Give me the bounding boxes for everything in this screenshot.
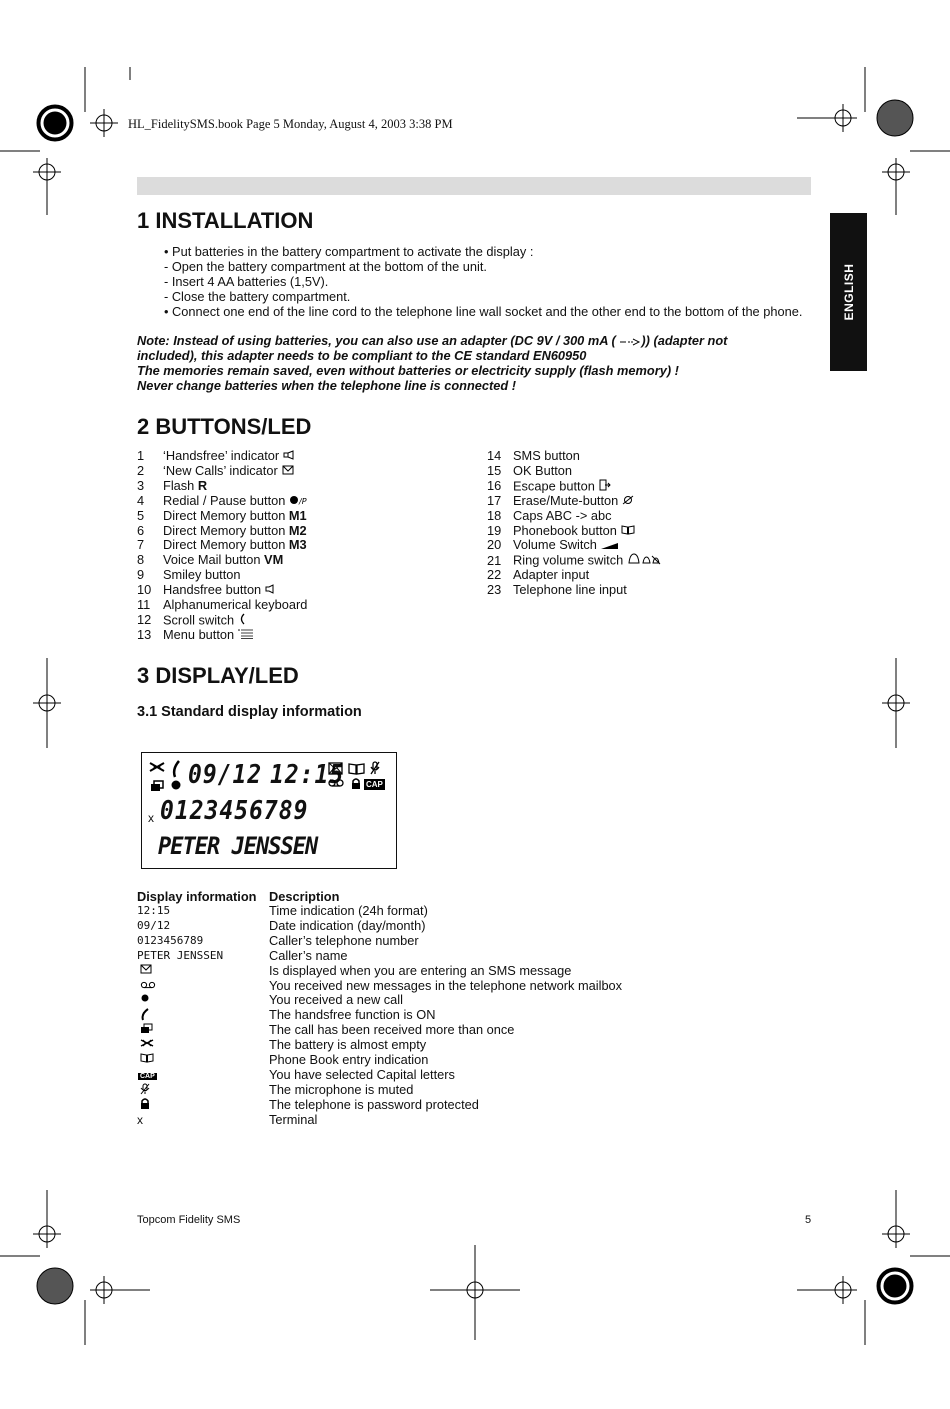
button-key: M2 [288,522,307,538]
button-key: M3 [288,537,307,553]
button-number: 6 [137,522,145,538]
repeat-call-icon [140,1023,153,1039]
display-row [0,993,950,1008]
display-symbol [137,919,257,934]
button-item-4 [137,494,311,509]
lock-icon [351,778,361,790]
button-number: 3 [137,477,145,493]
note-line-2: included), this adapter needs to be compliant to the CE standard EN60950 [137,348,587,363]
button-number: 23 [487,582,502,598]
display-description: The battery is almost empty [269,1037,427,1053]
button-label: Volume Switch [513,537,597,553]
button-label: ‘Handsfree’ indicator [163,448,280,463]
scroll-icon [238,613,246,629]
note-block [137,333,727,393]
button-item-1 [137,449,297,464]
button-item-5 [137,509,307,524]
display-symbol [137,949,257,964]
svg-text:/P: /P [299,496,307,505]
display-symbol [137,904,257,919]
display-row [0,1023,950,1038]
display-row [0,1038,950,1053]
button-number: 5 [137,507,145,523]
button-item-8 [137,553,283,568]
button-item-13 [137,628,254,643]
display-row [0,919,950,934]
display-description: Terminal [269,1111,318,1127]
button-number: 8 [137,552,145,568]
lcd-display [141,752,397,869]
button-label: Alphanumerical keyboard [163,597,308,612]
display-symbol [137,934,257,949]
button-item-3 [137,479,207,494]
button-label: Menu button [163,626,235,642]
section-installation-title: 1 INSTALLATION [137,208,314,233]
button-number: 14 [487,448,502,463]
button-item-15 [487,464,572,479]
button-label: Ring volume switch [513,552,624,568]
button-number: 10 [137,582,152,598]
display-row [0,1068,950,1083]
button-label: Smiley button [163,567,241,583]
display-row [0,904,950,919]
display-symbol [137,1023,257,1039]
voicemail-icon [140,979,156,994]
button-key: R [197,477,208,493]
button-number: 15 [487,462,502,478]
display-description: You received a new call [269,992,403,1008]
lcd-number: 0123456789 [160,797,309,826]
display-row [0,979,950,994]
note-line-1a: Note: Instead of using batteries, you can also use an adapter (DC 9V / 300 mA ( [137,333,616,348]
display-symbol [137,964,257,979]
voicemail-icon [328,779,344,789]
footer-title: Topcom Fidelity SMS [137,1214,241,1226]
display-symbol [137,1038,257,1053]
button-item-20 [487,538,619,553]
install-line-4: - Close the battery compartment. [164,289,351,304]
display-row [0,949,950,964]
display-symbol [137,1113,257,1129]
lcd-time: 12:15 [270,761,345,790]
book-icon [621,524,635,539]
volume-icon [601,539,619,554]
display-symbol [137,1068,257,1083]
header-bar [137,177,811,195]
install-line-2: - Open the battery compartment at the bottom of the unit. [164,259,487,274]
button-item-18 [487,509,612,524]
table-header-display: Display information [137,889,257,904]
button-number: 20 [487,537,502,553]
button-number: 17 [487,492,502,508]
button-item-6 [137,524,307,539]
adapter-icon [619,337,641,347]
button-item-17 [487,494,634,509]
note-line-1b: )) (adapter not [641,333,728,348]
redial-pause-icon [289,494,311,509]
button-label: Direct Memory button [163,522,286,538]
button-item-11 [137,598,307,613]
menu-icon [238,628,254,643]
button-key: M1 [288,507,307,523]
button-item-2 [137,464,294,479]
button-label: ‘New Calls’ indicator [163,462,278,478]
display-description: Phone Book entry indication [269,1052,429,1067]
install-line-5: • Connect one end of the line cord to the telephone line wall socket and the other end to the bottom of the phone. [164,304,803,319]
display-symbol-text: PETER JENSSEN [137,948,224,962]
display-symbol [137,1053,257,1068]
print-header: HL_FidelitySMS.book Page 5 Monday, August 4, 2003 3:38 PM [128,117,453,131]
display-symbol-text: 09/12 [137,918,171,932]
display-row [0,1053,950,1068]
erase-icon [622,494,634,509]
note-line-4: Never change batteries when the telephone line is connected ! [137,378,517,393]
display-symbol-text: 12:15 [137,904,171,917]
section-display-subtitle: 3.1 Standard display information [137,704,362,720]
book-icon [140,1053,154,1068]
button-item-22 [487,568,589,583]
display-description: You have selected Capital letters [269,1066,455,1082]
button-item-10 [137,583,277,598]
language-tab-label: ENGLISH [841,263,856,321]
button-label: Caps ABC -> abc [513,507,612,523]
display-row [0,1083,950,1098]
button-number: 13 [137,626,152,642]
button-label: SMS button [513,448,580,463]
book-icon [348,762,365,775]
button-number: 16 [487,478,502,494]
envelope-icon [140,964,152,979]
button-label: Direct Memory button [163,507,286,523]
button-number: 12 [137,612,152,628]
display-row [0,1008,950,1023]
display-description: Caller’s name [269,947,348,963]
button-item-23 [487,583,627,598]
cap-icon: CAP [140,1072,155,1080]
battery-icon [140,1038,154,1053]
button-number: 4 [137,492,145,508]
handset-icon [170,759,182,791]
display-description: The microphone is muted [269,1081,414,1097]
envelope-icon [328,762,343,775]
cap-icon: CAP [366,780,383,789]
section-buttons-title: 2 BUTTONS/LED [137,414,312,439]
display-row [0,1098,950,1113]
button-label: Scroll switch [163,612,235,628]
button-label: Escape button [513,478,595,494]
button-item-19 [487,524,635,539]
section-display-title: 3 DISPLAY/LED [137,663,299,688]
button-item-9 [137,568,241,583]
button-number: 11 [137,597,151,612]
button-key: VM [264,552,284,568]
bell-icon [627,553,661,569]
display-symbol [137,979,257,994]
button-number: 18 [487,507,502,523]
display-symbol-text: x [137,1112,143,1127]
display-description: Time indication (24h format) [269,903,428,918]
button-number: 9 [137,567,145,583]
mic-muted-icon [370,761,380,775]
button-number: 1 [137,448,145,463]
button-number: 7 [137,537,145,553]
button-label: Handsfree button [163,582,262,598]
button-number: 22 [487,567,502,583]
button-label: Telephone line input [513,582,627,598]
handsfree-icon [283,449,297,464]
display-row [0,1113,950,1128]
button-label: OK Button [513,462,573,478]
button-label: Flash [163,477,195,493]
button-number: 21 [487,552,502,568]
display-description: Is displayed when you are entering an SMS message [269,962,572,978]
display-description: Date indication (day/month) [269,917,426,933]
display-description: Caller’s telephone number [269,932,419,948]
table-header-description: Description [269,889,340,904]
speaker-icon [265,583,277,598]
language-tab [830,213,867,371]
display-description: The handsfree function is ON [269,1007,436,1023]
button-label: Erase/Mute-button [513,492,619,508]
button-label: Redial / Pause button [163,492,286,508]
dot-icon [140,993,150,1008]
button-number: 19 [487,522,502,538]
display-row [0,964,950,979]
button-label: Adapter input [513,567,590,583]
install-line-1: • Put batteries in the battery compartment to activate the display : [164,244,534,259]
display-symbol [137,993,257,1008]
page-number: 5 [805,1214,812,1226]
note-line-3: The memories remain saved, even without batteries or electricity supply (flash memory) ! [137,363,679,378]
button-label: Voice Mail button [163,552,261,568]
lcd-name: PETER JENSSEN [158,833,318,861]
lcd-date: 09/12 [188,761,263,790]
display-description: You received new messages in the telephone network mailbox [269,977,623,993]
display-description: The call has been received more than once [269,1022,515,1038]
display-symbol-text: 0123456789 [137,933,204,947]
lcd-terminal: x [148,811,154,825]
button-item-7 [137,538,307,553]
install-line-3: - Insert 4 AA batteries (1,5V). [164,274,329,289]
button-label: Direct Memory button [163,537,286,553]
repeat-call-icon [150,780,164,792]
button-number: 2 [137,462,145,478]
battery-icon [148,761,166,773]
display-description: The telephone is password protected [269,1096,479,1112]
button-item-14 [487,449,580,464]
envelope-icon [282,464,294,479]
button-label: Phonebook button [513,522,617,538]
display-row [0,934,950,949]
